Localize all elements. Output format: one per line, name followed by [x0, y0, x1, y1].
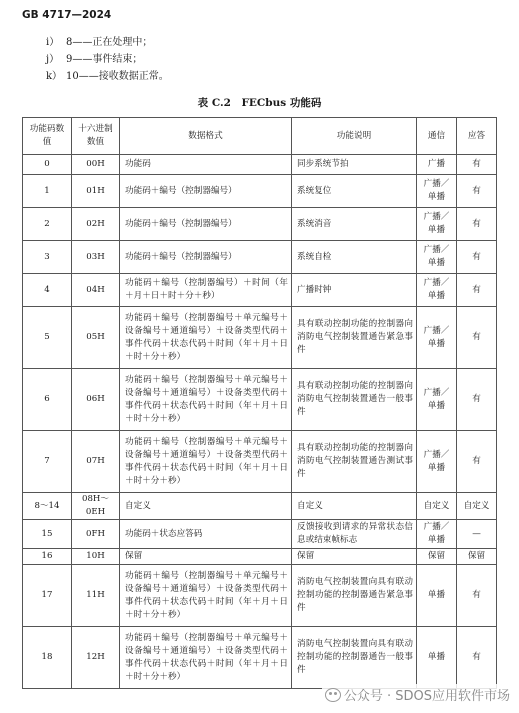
cell-description: 消防电气控制装置向具有联动控制功能的控制器通告紧急事件 [292, 565, 417, 627]
cell-format: 功能码＋编号（控制器编号＋单元编号＋设备编号＋通道编号）＋设备类型代码＋事件代码＋状态代码＋时间（年＋月＋日＋时＋分＋秒） [120, 565, 292, 627]
cell-acknowledge: 有 [457, 175, 497, 208]
cell-hex: 08H～0EH [72, 493, 120, 520]
cell-communication: 广播／单播 [417, 175, 457, 208]
cell-format: 功能码＋状态应答码 [120, 520, 292, 549]
wechat-icon [325, 688, 341, 702]
cell-hex: 07H [72, 431, 120, 493]
header-acknowledge: 应答 [457, 118, 497, 155]
cell-hex: 10H [72, 549, 120, 565]
cell-code: 3 [23, 241, 72, 274]
cell-acknowledge: 有 [457, 565, 497, 627]
watermark [322, 684, 513, 705]
cell-code: 4 [23, 274, 72, 307]
cell-format: 功能码＋编号（控制器编号） [120, 208, 292, 241]
cell-description: 反馈接收到请求的异常状态信息或结束帧标志 [292, 520, 417, 549]
list-item-text: 8——正在处理中； [66, 37, 153, 48]
list-item [46, 68, 169, 85]
function-code-table [22, 117, 497, 689]
cell-acknowledge: — [457, 520, 497, 549]
list-item-text: 9——事件结束； [66, 54, 143, 65]
cell-acknowledge: 有 [457, 155, 497, 175]
cell-communication: 广播／单播 [417, 241, 457, 274]
cell-acknowledge: 自定义 [457, 493, 497, 520]
table-row [23, 208, 497, 241]
cell-description: 系统消音 [292, 208, 417, 241]
cell-communication: 保留 [417, 549, 457, 565]
header-communication: 通信 [417, 118, 457, 155]
cell-description: 消防电气控制装置向具有联动控制功能的控制器通告一般事件 [292, 627, 417, 689]
table-header-row [23, 118, 497, 155]
list-item [46, 51, 169, 68]
list-item [46, 34, 169, 51]
cell-communication: 广播 [417, 155, 457, 175]
cell-hex: 04H [72, 274, 120, 307]
header-format: 数据格式 [120, 118, 292, 155]
cell-hex: 05H [72, 307, 120, 369]
cell-communication: 广播／单播 [417, 208, 457, 241]
cell-code: 17 [23, 565, 72, 627]
table-row [23, 369, 497, 431]
table-row [23, 520, 497, 549]
cell-hex: 01H [72, 175, 120, 208]
cell-communication: 广播／单播 [417, 520, 457, 549]
cell-description: 同步系统节拍 [292, 155, 417, 175]
list-item-key: j） [46, 54, 60, 65]
cell-communication: 广播／单播 [417, 274, 457, 307]
cell-acknowledge: 有 [457, 307, 497, 369]
cell-format: 保留 [120, 549, 292, 565]
cell-code: 7 [23, 431, 72, 493]
cell-hex: 00H [72, 155, 120, 175]
cell-communication: 广播／单播 [417, 307, 457, 369]
cell-hex: 0FH [72, 520, 120, 549]
cell-acknowledge: 有 [457, 208, 497, 241]
header-code: 功能码数值 [23, 118, 72, 155]
watermark-text: 公众号 · SDOS应用软件市场 [343, 689, 510, 704]
cell-format: 功能码＋编号（控制器编号） [120, 175, 292, 208]
cell-hex: 06H [72, 369, 120, 431]
cell-communication: 单播 [417, 565, 457, 627]
cell-format: 自定义 [120, 493, 292, 520]
table-row [23, 241, 497, 274]
cell-format: 功能码＋编号（控制器编号＋单元编号＋设备编号＋通道编号）＋设备类型代码＋事件代码＋状态代码＋时间（年＋月＋日＋时＋分＋秒） [120, 307, 292, 369]
cell-acknowledge: 有 [457, 241, 497, 274]
cell-code: 6 [23, 369, 72, 431]
cell-code: 0 [23, 155, 72, 175]
cell-code: 15 [23, 520, 72, 549]
cell-acknowledge: 保留 [457, 549, 497, 565]
cell-description: 具有联动控制功能的控制器向消防电气控制装置通告一般事件 [292, 369, 417, 431]
cell-acknowledge: 有 [457, 369, 497, 431]
table-row [23, 627, 497, 689]
table-row [23, 274, 497, 307]
cell-description: 具有联动控制功能的控制器向消防电气控制装置通告测试事件 [292, 431, 417, 493]
cell-hex: 02H [72, 208, 120, 241]
cell-acknowledge: 有 [457, 627, 497, 689]
cell-communication: 广播／单播 [417, 431, 457, 493]
cell-code: 18 [23, 627, 72, 689]
table-caption: 表 C.2 FECbus 功能码 [197, 97, 322, 109]
cell-format: 功能码＋编号（控制器编号＋单元编号＋设备编号＋通道编号）＋设备类型代码＋事件代码＋状态代码＋时间（年＋月＋日＋时＋分＋秒） [120, 627, 292, 689]
list-item-key: i） [46, 37, 60, 48]
cell-description: 保留 [292, 549, 417, 565]
cell-hex: 12H [72, 627, 120, 689]
cell-format: 功能码 [120, 155, 292, 175]
cell-description: 系统复位 [292, 175, 417, 208]
header-hex: 十六进制数值 [72, 118, 120, 155]
cell-format: 功能码＋编号（控制器编号＋单元编号＋设备编号＋通道编号）＋设备类型代码＋事件代码＋状态代码＋时间（年＋月＋日＋时＋分＋秒） [120, 431, 292, 493]
cell-communication: 广播／单播 [417, 369, 457, 431]
cell-description: 系统自检 [292, 241, 417, 274]
table-row [23, 175, 497, 208]
cell-description: 自定义 [292, 493, 417, 520]
table-row [23, 565, 497, 627]
cell-description: 广播时钟 [292, 274, 417, 307]
cell-acknowledge: 有 [457, 274, 497, 307]
cell-description: 具有联动控制功能的控制器向消防电气控制装置通告紧急事件 [292, 307, 417, 369]
standard-number: GB 4717—2024 [22, 9, 112, 21]
cell-hex: 11H [72, 565, 120, 627]
cell-acknowledge: 有 [457, 431, 497, 493]
cell-hex: 03H [72, 241, 120, 274]
table-row [23, 431, 497, 493]
cell-code: 5 [23, 307, 72, 369]
cell-format: 功能码＋编号（控制器编号＋单元编号＋设备编号＋通道编号）＋设备类型代码＋事件代码＋状态代码＋时间（年＋月＋日＋时＋分＋秒） [120, 369, 292, 431]
list-item-text: 10——接收数据正常。 [66, 71, 169, 82]
list-item-key: k） [46, 71, 63, 82]
cell-code: 2 [23, 208, 72, 241]
cell-code: 1 [23, 175, 72, 208]
enumeration-list [46, 34, 169, 85]
table-row [23, 155, 497, 175]
table-row [23, 549, 497, 565]
cell-communication: 单播 [417, 627, 457, 689]
header-description: 功能说明 [292, 118, 417, 155]
cell-format: 功能码＋编号（控制器编号） [120, 241, 292, 274]
cell-code: 8～14 [23, 493, 72, 520]
cell-communication: 自定义 [417, 493, 457, 520]
table-row [23, 493, 497, 520]
cell-format: 功能码＋编号（控制器编号）＋时间（年＋月＋日＋时＋分＋秒） [120, 274, 292, 307]
table-row [23, 307, 497, 369]
cell-code: 16 [23, 549, 72, 565]
